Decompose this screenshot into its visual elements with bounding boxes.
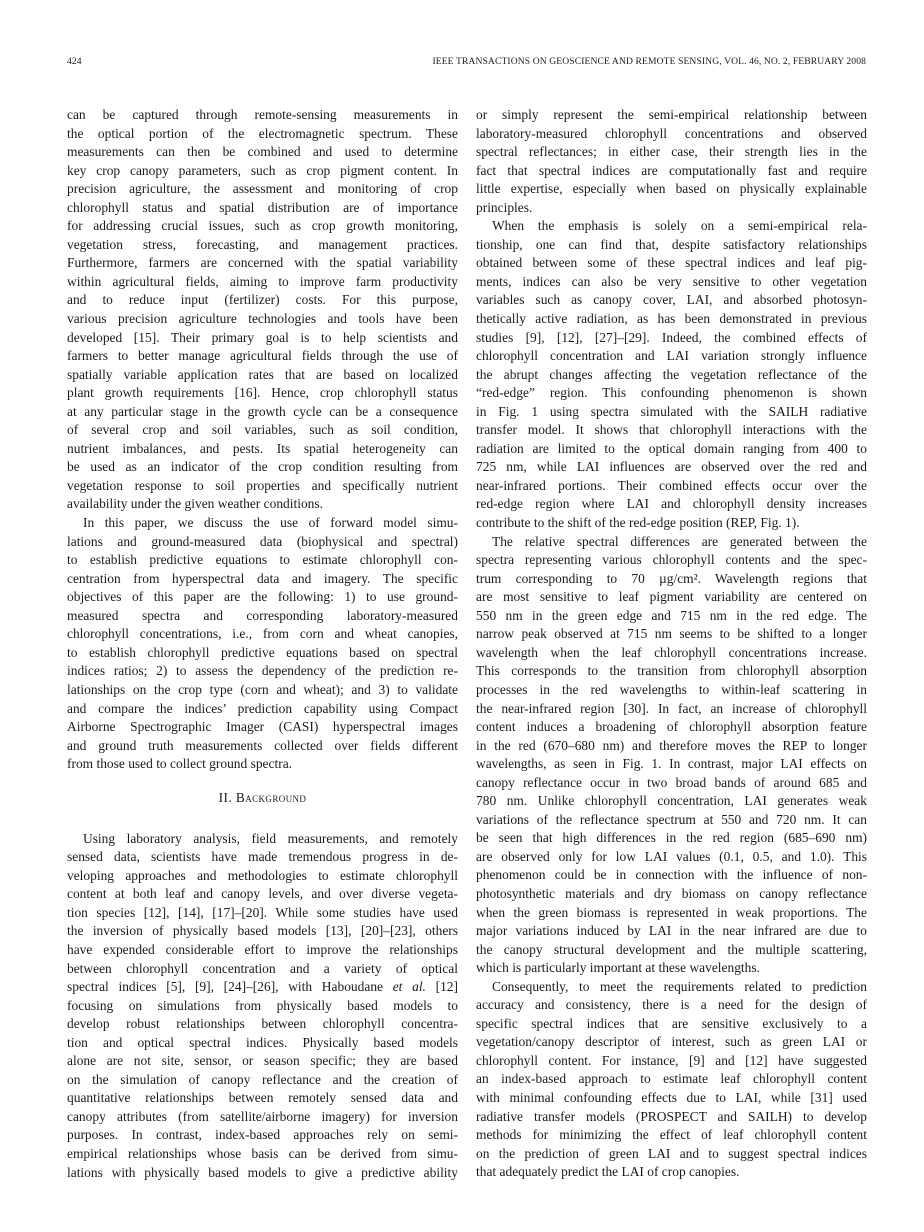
text-line: on the simulation of canopy reflectance and the creation of (67, 1071, 458, 1087)
text-line: objectives of this paper are the following: 1) to use ground- (67, 589, 458, 605)
text-line: sensed data, scientists have made tremendous progress in de- (67, 849, 458, 865)
text-line: that adequately predict the LAI of crop canopies. (476, 1164, 740, 1180)
text-line: measurements can then be combined and used to determine (67, 144, 458, 160)
text-line: trum corresponding to 70 µg/cm². Wavelength regions that (476, 570, 867, 586)
text-line: plant growth requirements [16]. Hence, crop chlorophyll status (67, 385, 458, 401)
text-line: with minimal confounding effects due to LAI, while [31] used (476, 1089, 867, 1105)
text-line: spectral reflectances; in either case, their strength lies in the (476, 144, 867, 160)
text-line: red-edge region where LAI and chlorophyll density increases (476, 496, 867, 512)
text-line: which is particularly important at these wavelengths. (476, 960, 760, 976)
paragraph (67, 106, 458, 514)
paragraph (67, 830, 458, 1182)
text-line: farmers to better manage agricultural fields through the use of (67, 348, 458, 364)
text-line: to establish predictive equations to estimate chlorophyll con- (67, 552, 458, 568)
text-line: the canopy structural development and the multiple scattering, (476, 941, 867, 957)
text-line: can be captured through remote-sensing measurements in (67, 107, 458, 122)
text-line: be seen that high differences in the red region (685–690 nm) (476, 830, 867, 846)
text-line: developed [15]. Their primary goal is to help scientists and (67, 329, 458, 345)
text-line: Furthermore, farmers are concerned with the spatial variability (67, 255, 458, 271)
text-line: and ground truth measurements collected over fields different (67, 737, 458, 753)
text-line: lations and ground-measured data (biophysical and spectral) (67, 533, 458, 549)
text-line: quantitative relationships between remotely sensed data and (67, 1090, 458, 1106)
text-line: wavelengths, as seen in Fig. 1. In contrast, major LAI effects on (476, 756, 867, 772)
text-line: content induces a broadening of chlorophyll absorption feature (476, 719, 867, 735)
text-line: thetically active radiation, as has been demonstrated in previous (476, 311, 867, 327)
text-line: indices ratios; 2) to assess the dependency of the prediction re- (67, 663, 458, 679)
text-line: little expertise, especially when based on physically explainable (476, 181, 867, 197)
text-line: for addressing crucial issues, such as crop growth monitoring, (67, 218, 458, 234)
text-line: near-infrared portions. Their combined effects occur over the (476, 477, 867, 493)
text-segment: spectral indices [5], [9], [24]–[26], with Haboudane (67, 979, 393, 995)
paragraph (476, 978, 867, 1182)
text-line: when the green biomass is represented in weak proportions. The (476, 904, 867, 920)
text-line: vegetation stress, forecasting, and management practices. (67, 236, 458, 252)
text-line: spectra representing various chlorophyll contents and the spec- (476, 552, 867, 568)
text-line: tion and optical spectral indices. Physically based models (67, 1034, 458, 1050)
text-line: in Fig. 1 using spectra simulated with the SAILH radiative (476, 403, 867, 419)
text-line: between chlorophyll concentration and a variety of optical (67, 960, 458, 976)
text-line: canopy attributes (from satellite/airborne imagery) for inversion (67, 1108, 458, 1124)
text-line: narrow peak observed at 715 nm seems to be shifted to a longer (476, 626, 867, 642)
text-segment: [12] (425, 979, 458, 995)
text-line: laboratory-measured chlorophyll concentrations and observed (476, 125, 867, 141)
background-paragraphs (67, 830, 458, 1182)
text-line: 550 nm in the green edge and 715 nm in the red edge. The (476, 607, 867, 623)
text-line: and compare the indices’ prediction capability using Compact (67, 700, 458, 716)
text-line: ments, indices can also be very sensitive to other vegetation (476, 273, 867, 289)
text-line: This corresponds to the transition from chlorophyll absorption (476, 663, 867, 679)
text-line: contribute to the shift of the red-edge position (REP, Fig. 1). (476, 515, 800, 531)
background-paragraphs-continued (476, 106, 867, 1182)
text-line: veloping approaches and methodologies to estimate chlorophyll (67, 867, 458, 883)
text-line: major variations induced by LAI in the near infrared are due to (476, 923, 867, 939)
text-line: canopy reflectance occur in two broad bands of around 685 and (476, 774, 867, 790)
text-line: photosynthetic materials and dry biomass on canopy reflectance (476, 885, 867, 901)
text-line: in the red (670–680 nm) and therefore moves the REP to longer (476, 737, 867, 753)
text-line: phenomenon could be in connection with the influence of non- (476, 867, 867, 883)
text-line: radiative transfer models (PROSPECT and SAILH) to develop (476, 1108, 867, 1124)
text-line: variations of the reflectance spectrum at 550 and 720 nm. It can (476, 811, 867, 827)
text-line: chlorophyll content. For instance, [9] and [12] have suggested (476, 1052, 867, 1068)
text-line: studies [9], [12], [27]–[29]. Indeed, the combined effects of (476, 329, 867, 345)
text-line: empirical relationships whose basis can be derived from simu- (67, 1145, 458, 1161)
text-line: an index-based approach to estimate leaf chlorophyll content (476, 1071, 867, 1087)
text-line: key crop canopy parameters, such as crop pigment content. In (67, 162, 458, 178)
text-line: transfer model. It shows that chlorophyll interactions with the (476, 422, 867, 438)
text-line: centration from hyperspectral data and imagery. The specific (67, 570, 458, 586)
section-heading-background: II. Background (218, 789, 307, 805)
text-line: The relative spectral differences are generated between the (492, 533, 867, 549)
text-line: and to reduce input (fertilizer) costs. For this purpose, (67, 292, 458, 308)
text-line: When the emphasis is solely on a semi-empirical rela- (492, 218, 867, 234)
text-line: of several crop and soil variables, such as soil condition, (67, 422, 458, 438)
text-line: purposes. In contrast, index-based approaches rely on semi- (67, 1127, 458, 1143)
paragraph (476, 106, 867, 217)
text-line: specific spectral indices that are sensitive exclusively to a (476, 1015, 867, 1031)
text-line: tion species [12], [14], [17]–[20]. While some studies have used (67, 904, 458, 920)
text-line: develop robust relationships between chlorophyll concentra- (67, 1016, 458, 1032)
intro-paragraphs (67, 106, 458, 774)
text-line: variables such as canopy cover, LAI, and absorbed photosyn- (476, 292, 867, 308)
text-line: radiation are limited to the optical domain ranging from 400 to (476, 440, 867, 456)
text-line: the abrupt changes affecting the vegetation reflectance of the (476, 366, 867, 382)
right-column (476, 106, 867, 1182)
text-line: 780 nm. Unlike chlorophyll concentration, LAI generates weak (476, 793, 867, 809)
text-line: focusing on simulations from physically based models to (67, 997, 458, 1013)
text-line: within agricultural fields, aiming to improve farm productivity (67, 273, 458, 289)
text-line: In this paper, we discuss the use of forward model simu- (83, 515, 458, 531)
text-line: principles. (476, 199, 533, 215)
italic-text: et al. (392, 979, 426, 995)
text-line: lations with physically based models to give a predictive ability (67, 1164, 458, 1180)
text-line: are most sensitive to leaf pigment variability are centered on (476, 589, 867, 605)
paragraph (476, 533, 867, 978)
text-line: be used as an indicator of the crop condition resulting from (67, 459, 458, 475)
text-line: tionship, one can find that, despite satisfactory relationships (476, 236, 867, 252)
text-line: content at both leaf and canopy levels, and over diverse vegeta- (67, 886, 458, 902)
paragraph (67, 514, 458, 774)
text-line: alone are not site, sensor, or season specific; they are based (67, 1053, 458, 1069)
text-line: processes in the red wavelengths to within-leaf scattering in (476, 681, 867, 697)
text-line: Using laboratory analysis, field measurements, and remotely (83, 830, 458, 846)
text-line: obtained between some of these spectral indices and leaf pig- (476, 255, 867, 271)
paragraph (476, 217, 867, 532)
text-line: the inversion of physically based models [13], [20]–[23], others (67, 923, 458, 939)
text-line: vegetation response to soil properties and specifically nutrient (67, 477, 458, 493)
text-line: Airborne Spectrographic Imager (CASI) hyperspectral images (67, 719, 458, 735)
text-line: fact that spectral indices are computationally fast and require (476, 162, 867, 178)
text-line: at any particular stage in the growth cycle can be a consequence (67, 403, 458, 419)
text-line: nutrient imbalances, and pests. Its spatial heterogeneity can (67, 440, 458, 456)
text-line: availability under the given weather conditions. (67, 496, 323, 512)
text-line: methods for minimizing the effect of leaf chlorophyll content (476, 1127, 867, 1143)
text-line: on the prediction of green LAI and to suggest spectral indices (476, 1145, 867, 1161)
text-line: accuracy and consistency, there is a need for the design of (476, 997, 867, 1013)
text-line: spatially variable application rates that are based on localized (67, 366, 458, 382)
running-header: IEEE TRANSACTIONS ON GEOSCIENCE AND REMOTE SENSING, VOL. 46, NO. 2, FEBRUARY 2008 (432, 56, 866, 67)
text-line: wavelength when the leaf chlorophyll concentrations increase. (476, 644, 867, 660)
text-line: “red-edge” region. This confounding phenomenon is shown (476, 385, 867, 401)
text-line: chlorophyll concentrations, i.e., from corn and wheat canopies, (67, 626, 458, 642)
text-line: or simply represent the semi-empirical relationship between (476, 107, 867, 122)
text-line: Consequently, to meet the requirements related to prediction (492, 978, 867, 994)
text-line: chlorophyll concentration and LAI variation strongly influence (476, 348, 867, 364)
text-line: measured spectra and corresponding laboratory-measured (67, 607, 458, 623)
text-line: precision agriculture, the assessment and monitoring of crop (67, 181, 458, 197)
text-line: are observed only for low LAI values (0.1, 0.5, and 1.0). This (476, 848, 867, 864)
text-line: to establish chlorophyll predictive equations based on spectral (67, 644, 458, 660)
text-line: various precision agriculture technologies and tools have been (67, 311, 458, 327)
text-line: lationships on the crop type (corn and wheat); and 3) to validate (67, 681, 458, 697)
text-line: 725 nm, while LAI influences are observed over the red and (476, 459, 867, 475)
text-line: vegetation/canopy descriptor of interest, such as green LAI or (476, 1034, 867, 1050)
page-number: 424 (67, 56, 82, 67)
text-line: the near-infrared region [30]. In fact, an increase of chlorophyll (476, 700, 867, 716)
left-column (67, 106, 458, 1182)
text-line: from those used to collect ground spectra. (67, 756, 293, 772)
text-line (67, 978, 458, 997)
text-line: have expended considerable effort to improve the relationships (67, 941, 458, 957)
text-line: the optical portion of the electromagnetic spectrum. These (67, 125, 458, 141)
text-line: chlorophyll status and spatial distribution are of importance (67, 199, 458, 215)
